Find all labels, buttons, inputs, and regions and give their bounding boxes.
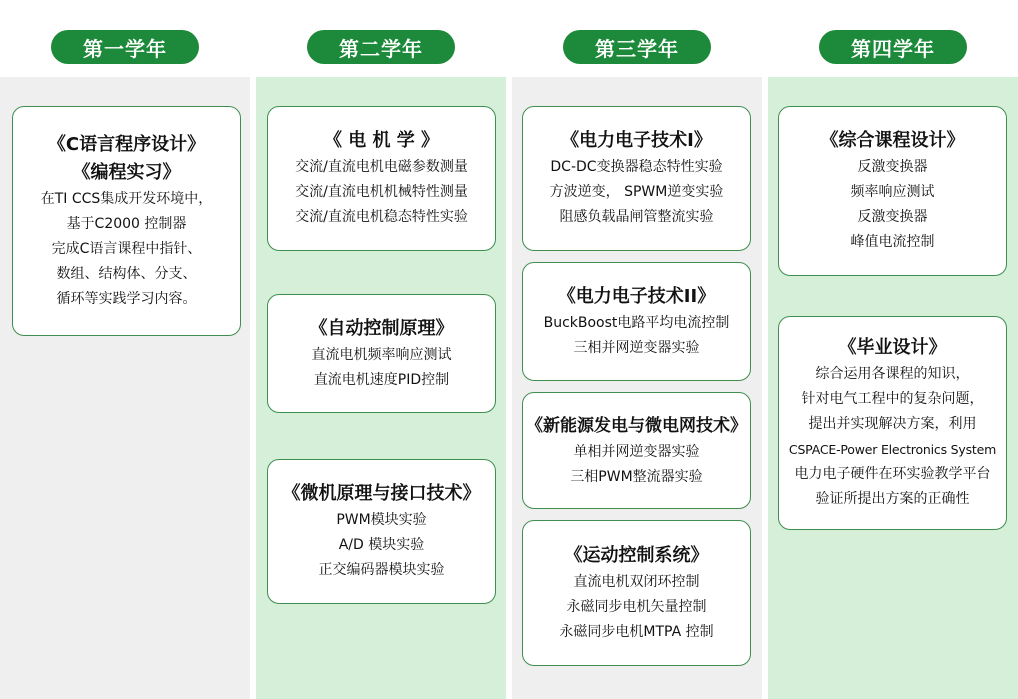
course-detail: 交流/直流电机稳态特性实验: [295, 209, 468, 225]
course-title: 《新能源发电与微电网技术》: [526, 415, 747, 436]
course-card-automatic-control: [267, 294, 496, 413]
course-detail: 反激变换器: [857, 209, 928, 225]
year-1-label: 第一学年: [51, 30, 199, 64]
course-title: 《电力电子技术I》: [561, 130, 712, 151]
course-detail: 交流/直流电机机械特性测量: [295, 184, 468, 200]
course-detail: 直流电机速度PID控制: [313, 371, 450, 388]
course-detail: 验证所提出方案的正确性: [815, 491, 970, 507]
course-detail: 永磁同步电机矢量控制: [566, 598, 707, 615]
course-detail: CSPACE-Power Electronics System: [788, 442, 997, 457]
course-title: 《C语言程序设计》: [47, 133, 206, 155]
course-detail: 循环等实践学习内容。: [56, 290, 197, 307]
course-card-c-programming: [12, 106, 241, 336]
course-detail: 三相PWM整流器实验: [570, 468, 703, 485]
course-detail: 交流/直流电机电磁参数测量: [295, 159, 468, 175]
course-detail: 方波逆变， SPWM逆变实验: [549, 184, 724, 200]
course-detail: 正交编码器模块实验: [318, 562, 445, 578]
course-detail: 完成C语言课程中指针、: [51, 240, 202, 257]
course-detail: 永磁同步电机MTPA 控制: [559, 623, 714, 640]
course-detail: PWM模块实验: [336, 512, 427, 528]
course-card-integrated-design: [778, 106, 1007, 276]
course-detail: A/D 模块实验: [338, 537, 425, 553]
course-title: 《自动控制原理》: [309, 317, 454, 339]
course-detail: 阻感负载晶闸管整流实验: [559, 209, 714, 225]
course-title: 《运动控制系统》: [564, 544, 709, 566]
course-detail: 综合运用各课程的知识，: [815, 366, 970, 382]
course-detail: 针对电气工程中的复杂问题，: [801, 391, 984, 407]
course-detail: 在TI CCS集成开发环境中，: [40, 190, 213, 207]
course-title: 《毕业设计》: [838, 337, 947, 358]
course-detail: 单相并网逆变器实验: [573, 443, 700, 460]
course-detail: 数组、结构体、分支、: [56, 265, 197, 282]
course-card-electric-machinery: [267, 106, 496, 251]
course-card-power-electronics-2: [522, 262, 751, 381]
year-3-label: 第三学年: [563, 30, 711, 64]
course-title: 《综合课程设计》: [820, 130, 965, 151]
course-detail: 基于C2000 控制器: [66, 215, 187, 232]
course-card-microcomputer: [267, 459, 496, 604]
course-title: 《微机原理与接口技术》: [282, 483, 481, 504]
course-title: 《 电 机 学 》: [323, 130, 440, 151]
course-detail: 提出并实现解决方案，利用: [808, 416, 977, 432]
course-title: 《电力电子技术II》: [557, 285, 716, 307]
year-4-label: 第四学年: [819, 30, 967, 64]
course-detail: 电力电子硬件在环实验教学平台: [794, 466, 991, 482]
course-detail: 峰值电流控制: [850, 234, 935, 250]
course-card-power-electronics-1: [522, 106, 751, 251]
course-title: 《编程实习》: [72, 161, 181, 183]
course-card-renewable-microgrid: [522, 392, 751, 509]
course-detail: 直流电机双闭环控制: [573, 573, 700, 590]
course-card-motion-control: [522, 520, 751, 666]
course-detail: DC-DC变换器稳态特性实验: [550, 159, 723, 175]
course-detail: 反激变换器: [857, 159, 928, 175]
year-2-label: 第二学年: [307, 30, 455, 64]
course-detail: 频率响应测试: [850, 184, 935, 200]
course-detail: 直流电机频率响应测试: [311, 346, 452, 363]
course-card-graduation-design: [778, 316, 1007, 530]
course-detail: 三相并网逆变器实验: [573, 339, 700, 356]
course-detail: BuckBoost电路平均电流控制: [543, 314, 730, 331]
